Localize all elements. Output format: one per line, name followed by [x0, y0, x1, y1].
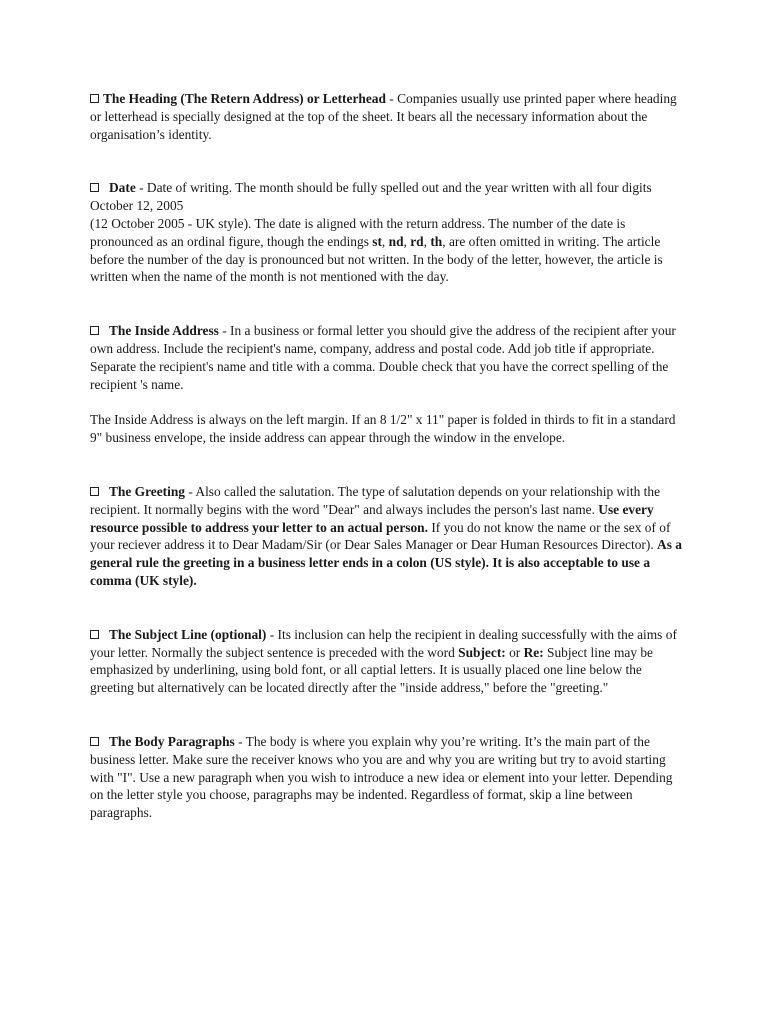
section-greeting-bold-1: Use every resource possible to address your letter to an actual person. [90, 501, 654, 535]
section-date-paragraph-2 [90, 215, 682, 286]
section-body-paragraphs-text: - The body is where you explain why you’re writing. It’s the main part of the business letter. Make sure the receiver knows who you are and why you are writing but try to avoid starting with "I". Use a new paragraph when you wish to introduce a new idea or element into your letter. Depending on the letter style you choose, paragraphs may be indented. Regardless of format, skip a line between paragraphs. [90, 733, 673, 821]
section-date [90, 179, 682, 286]
section-greeting-bold-2: As a general rule the greeting in a business letter ends in a colon (US style). It is also acceptable to use a comma (UK style). [90, 537, 682, 588]
section-heading-title: The Heading (The Retern Address) or Letterhead [103, 91, 386, 106]
section-greeting-text-1: - Also called the salutation. The type of salutation depends on your relationship with the recipient. It normally begins with the word "Dear" and always includes the person's last name. [90, 483, 661, 517]
re-keyword: Re: [523, 644, 544, 660]
ordinal-st: st [372, 233, 382, 249]
section-greeting-paragraph [90, 483, 682, 590]
section-heading-text: - Companies usually use printed paper where heading or letterhead is specially designed at the top of the sheet. It bears all the necessary information about the organisation’s identity. [90, 91, 677, 142]
separator: , [381, 233, 389, 249]
checkbox-icon [90, 737, 99, 746]
section-inside-address-title: The Inside Address [109, 323, 219, 339]
section-inside-address [90, 322, 682, 447]
section-date-text-1: - Date of writing. The month should be fully spelled out and the year written with all four digits October 12, 2005 [90, 180, 652, 214]
separator: , [423, 233, 431, 249]
checkbox-icon [90, 94, 99, 103]
checkbox-icon [90, 630, 99, 639]
section-subject-line-text-1: - Its inclusion can help the recipient in dealing successfully with the aims of your letter. Normally the subject sentence is preceded with the word [90, 626, 677, 660]
section-body-paragraphs-title: The Body Paragraphs [109, 733, 235, 749]
section-heading-paragraph [90, 90, 682, 143]
ordinal-th: th [430, 233, 443, 249]
section-greeting-title: The Greeting [109, 483, 185, 499]
section-greeting-text-2: If you do not know the name or the sex of of your reciever address it to Dear Madam/Sir (or Dear Sales Manager or Dear Human Resources Director). [90, 519, 671, 553]
section-heading [90, 90, 682, 143]
section-date-text-2a: (12 October 2005 - UK style). The date is aligned with the return address. The number of the date is pronounced as an ordinal figure, though the endings [90, 215, 626, 249]
section-subject-line-paragraph [90, 626, 682, 697]
section-date-title: Date [109, 180, 136, 196]
section-subject-line-title: The Subject Line (optional) [109, 626, 267, 642]
conjunction-or: or [505, 644, 524, 660]
section-date-text-2b: , are often omitted in writing. The article before the number of the day is pronounced but not written. In the body of the letter, however, the article is written when the name of the month is not mentioned with the day. [90, 233, 663, 285]
separator: , [403, 233, 411, 249]
ordinal-nd: nd [388, 233, 404, 249]
checkbox-icon [90, 487, 99, 496]
section-body-paragraphs [90, 733, 682, 822]
section-subject-line [90, 626, 682, 697]
section-date-paragraph-1 [90, 179, 682, 215]
checkbox-icon [90, 183, 99, 192]
section-subject-line-text-2: Subject line may be emphasized by underlining, using bold font, or all captial letters. It is usually placed one line below the greeting but alternatively can be located directly after the "inside address," before the "greeting." [90, 644, 654, 696]
subject-keyword: Subject: [458, 644, 506, 660]
section-inside-address-paragraph-1 [90, 322, 682, 393]
section-inside-address-paragraph-2: The Inside Address is always on the left margin. If an 8 1/2" x 11" paper is folded in thirds to fit in a standard 9" business envelope, the inside address can appear through the window in the envelope. [90, 412, 676, 446]
document-page [90, 90, 682, 822]
section-greeting [90, 483, 682, 590]
section-inside-address-text-1: - In a business or formal letter you should give the address of the recipient after your own address. Include the recipient's name, company, address and postal code. Add job title if appropriate. Separate the recipient's name and title with a comma. Double check that you have the correct spelling of the recipient 's name. [90, 323, 676, 392]
section-body-paragraphs-paragraph [90, 733, 682, 822]
checkbox-icon [90, 326, 99, 335]
ordinal-rd: rd [410, 233, 424, 249]
